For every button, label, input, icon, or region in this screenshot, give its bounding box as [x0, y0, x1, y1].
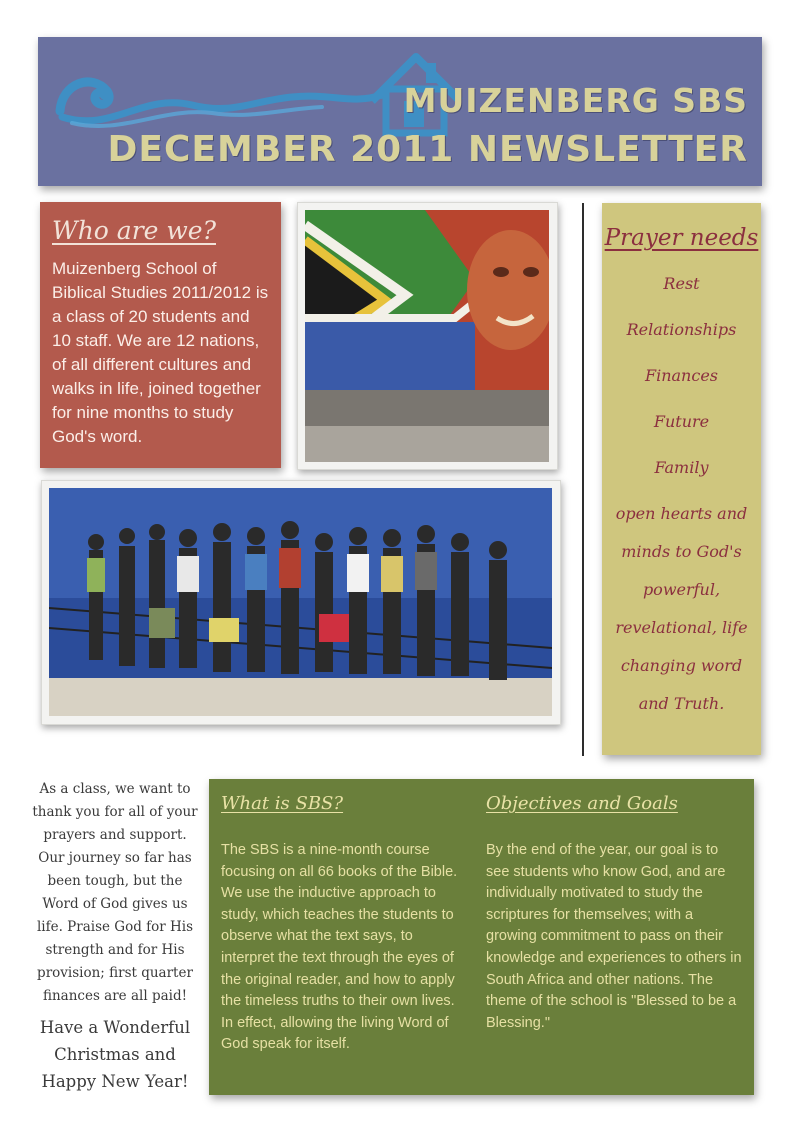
group-image [49, 488, 552, 716]
what-is-sbs-heading: What is SBS? [221, 793, 344, 814]
prayer-item-finances: Finances [644, 366, 718, 385]
who-are-we-box [40, 202, 281, 468]
christmas-wishes: Have a Wonderful Christmas and Happy New Year! [39, 1018, 191, 1091]
prayer-item-open-hearts: open hearts and minds to God's powerful, revelational, life changing word and Truth. [615, 504, 748, 713]
prayer-item-family: Family [654, 458, 709, 477]
group-photo [41, 480, 561, 725]
newsletter-header [38, 37, 762, 186]
what-is-sbs-text: The SBS is a nine-month course focusing on all 66 books of the Bible. We use the inductive approach to study, which teaches the students to observe what the text says, to interpret the text through the eyes of the original reader, and how to apply the timeless truths to their own lives. In effect, allowing the living Word of God speak for itself. [221, 842, 458, 1053]
prayer-item-rest: Rest [663, 274, 700, 293]
objectives-goals-heading: Objectives and Goals [486, 793, 678, 814]
thank-you-message: As a class, we want to thank you for all of your prayers and support. Our journey so far has been tough, but the Word of God gives us life. Praise God for His strength and for His provision; first quarter finances are all paid! [32, 781, 198, 1004]
newsletter-title-date: DECEMBER 2011 NEWSLETTER [107, 129, 748, 170]
sbs-info-panel [209, 779, 754, 1095]
prayer-needs-heading: Prayer needs [604, 225, 759, 251]
newsletter-title-school: MUIZENBERG SBS [403, 81, 748, 120]
prayer-needs-box [602, 203, 761, 755]
prayer-item-relationships: Relationships [626, 320, 737, 339]
mural-photo [297, 202, 558, 470]
mural-image [305, 210, 549, 462]
prayer-item-future: Future [653, 412, 710, 431]
column-divider [582, 203, 584, 756]
prayer-needs-list [602, 265, 761, 723]
what-is-sbs-column [221, 793, 466, 1056]
objectives-goals-column [486, 793, 744, 1034]
objectives-goals-text: By the end of the year, our goal is to see students who know God, and are individually motivated to study the scriptures for themselves; with a growing commitment to pass on their knowledge and experiences to others in South Africa and other nations. The theme of the school is "Blessed to be a Blessing." [486, 842, 742, 1031]
thank-you-note [30, 778, 200, 1095]
who-are-we-heading: Who are we? [52, 216, 216, 245]
who-are-we-text: Muizenberg School of Biblical Studies 2011/2012 is a class of 20 students and 10 staff. We are 12 nations, of all different cultures and walks in life, joined together for nine months to study God's word. [52, 259, 269, 446]
